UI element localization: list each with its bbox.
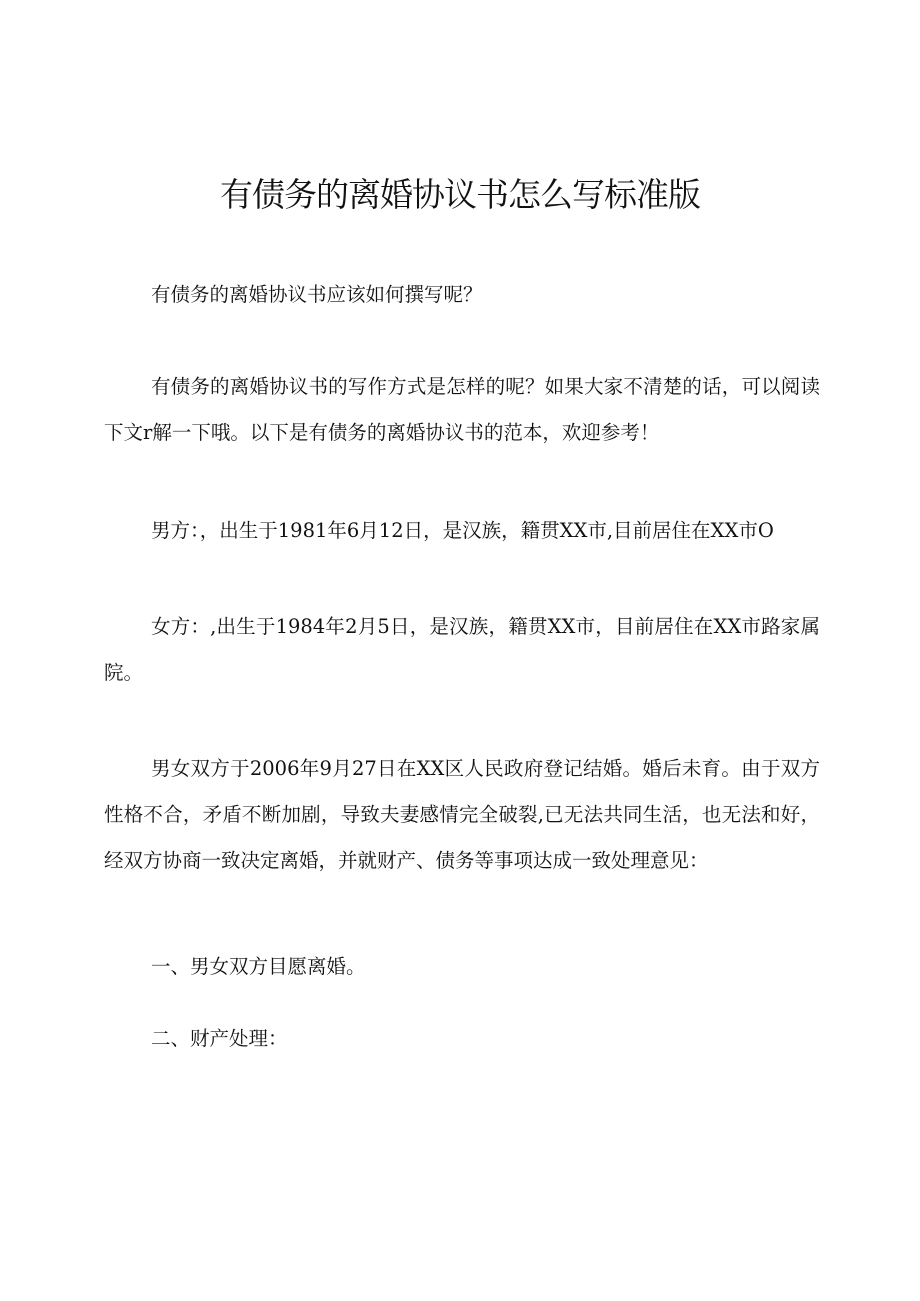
husband-info: 男方：，出生于1981年6月12日，是汉族，籍贯XX市,目前居住在XX市O	[151, 519, 774, 542]
marriage-background: 男女双方于2006年9月27日在XX区人民政府登记结婚。婚后未育。由于双方性格不合，矛盾不断加剧，导致夫妻感情完全破裂,已无法共同生活，也无法和好，经双方协商一致决定离婚，并就财产、债务等事项达成一致处理意见：	[104, 757, 820, 872]
clause-one: 一、男女双方目愿离婚。	[151, 955, 366, 978]
document-title: 有债务的离婚协议书怎么写标准版	[220, 175, 700, 214]
clause-two-heading: 二、财产处理：	[151, 1027, 288, 1050]
intro-question: 有债务的离婚协议书应该如何撰写呢？	[151, 283, 483, 306]
wife-info: 女方：,出生于1984年2月5日，是汉族，籍贯XX市，目前居住在XX市路家属院。	[104, 615, 820, 684]
intro-paragraph: 有债务的离婚协议书的写作方式是怎样的呢？如果大家不清楚的话，可以阅读下文r解一下哦。以下是有债务的离婚协议书的范本，欢迎参考！	[104, 375, 820, 444]
